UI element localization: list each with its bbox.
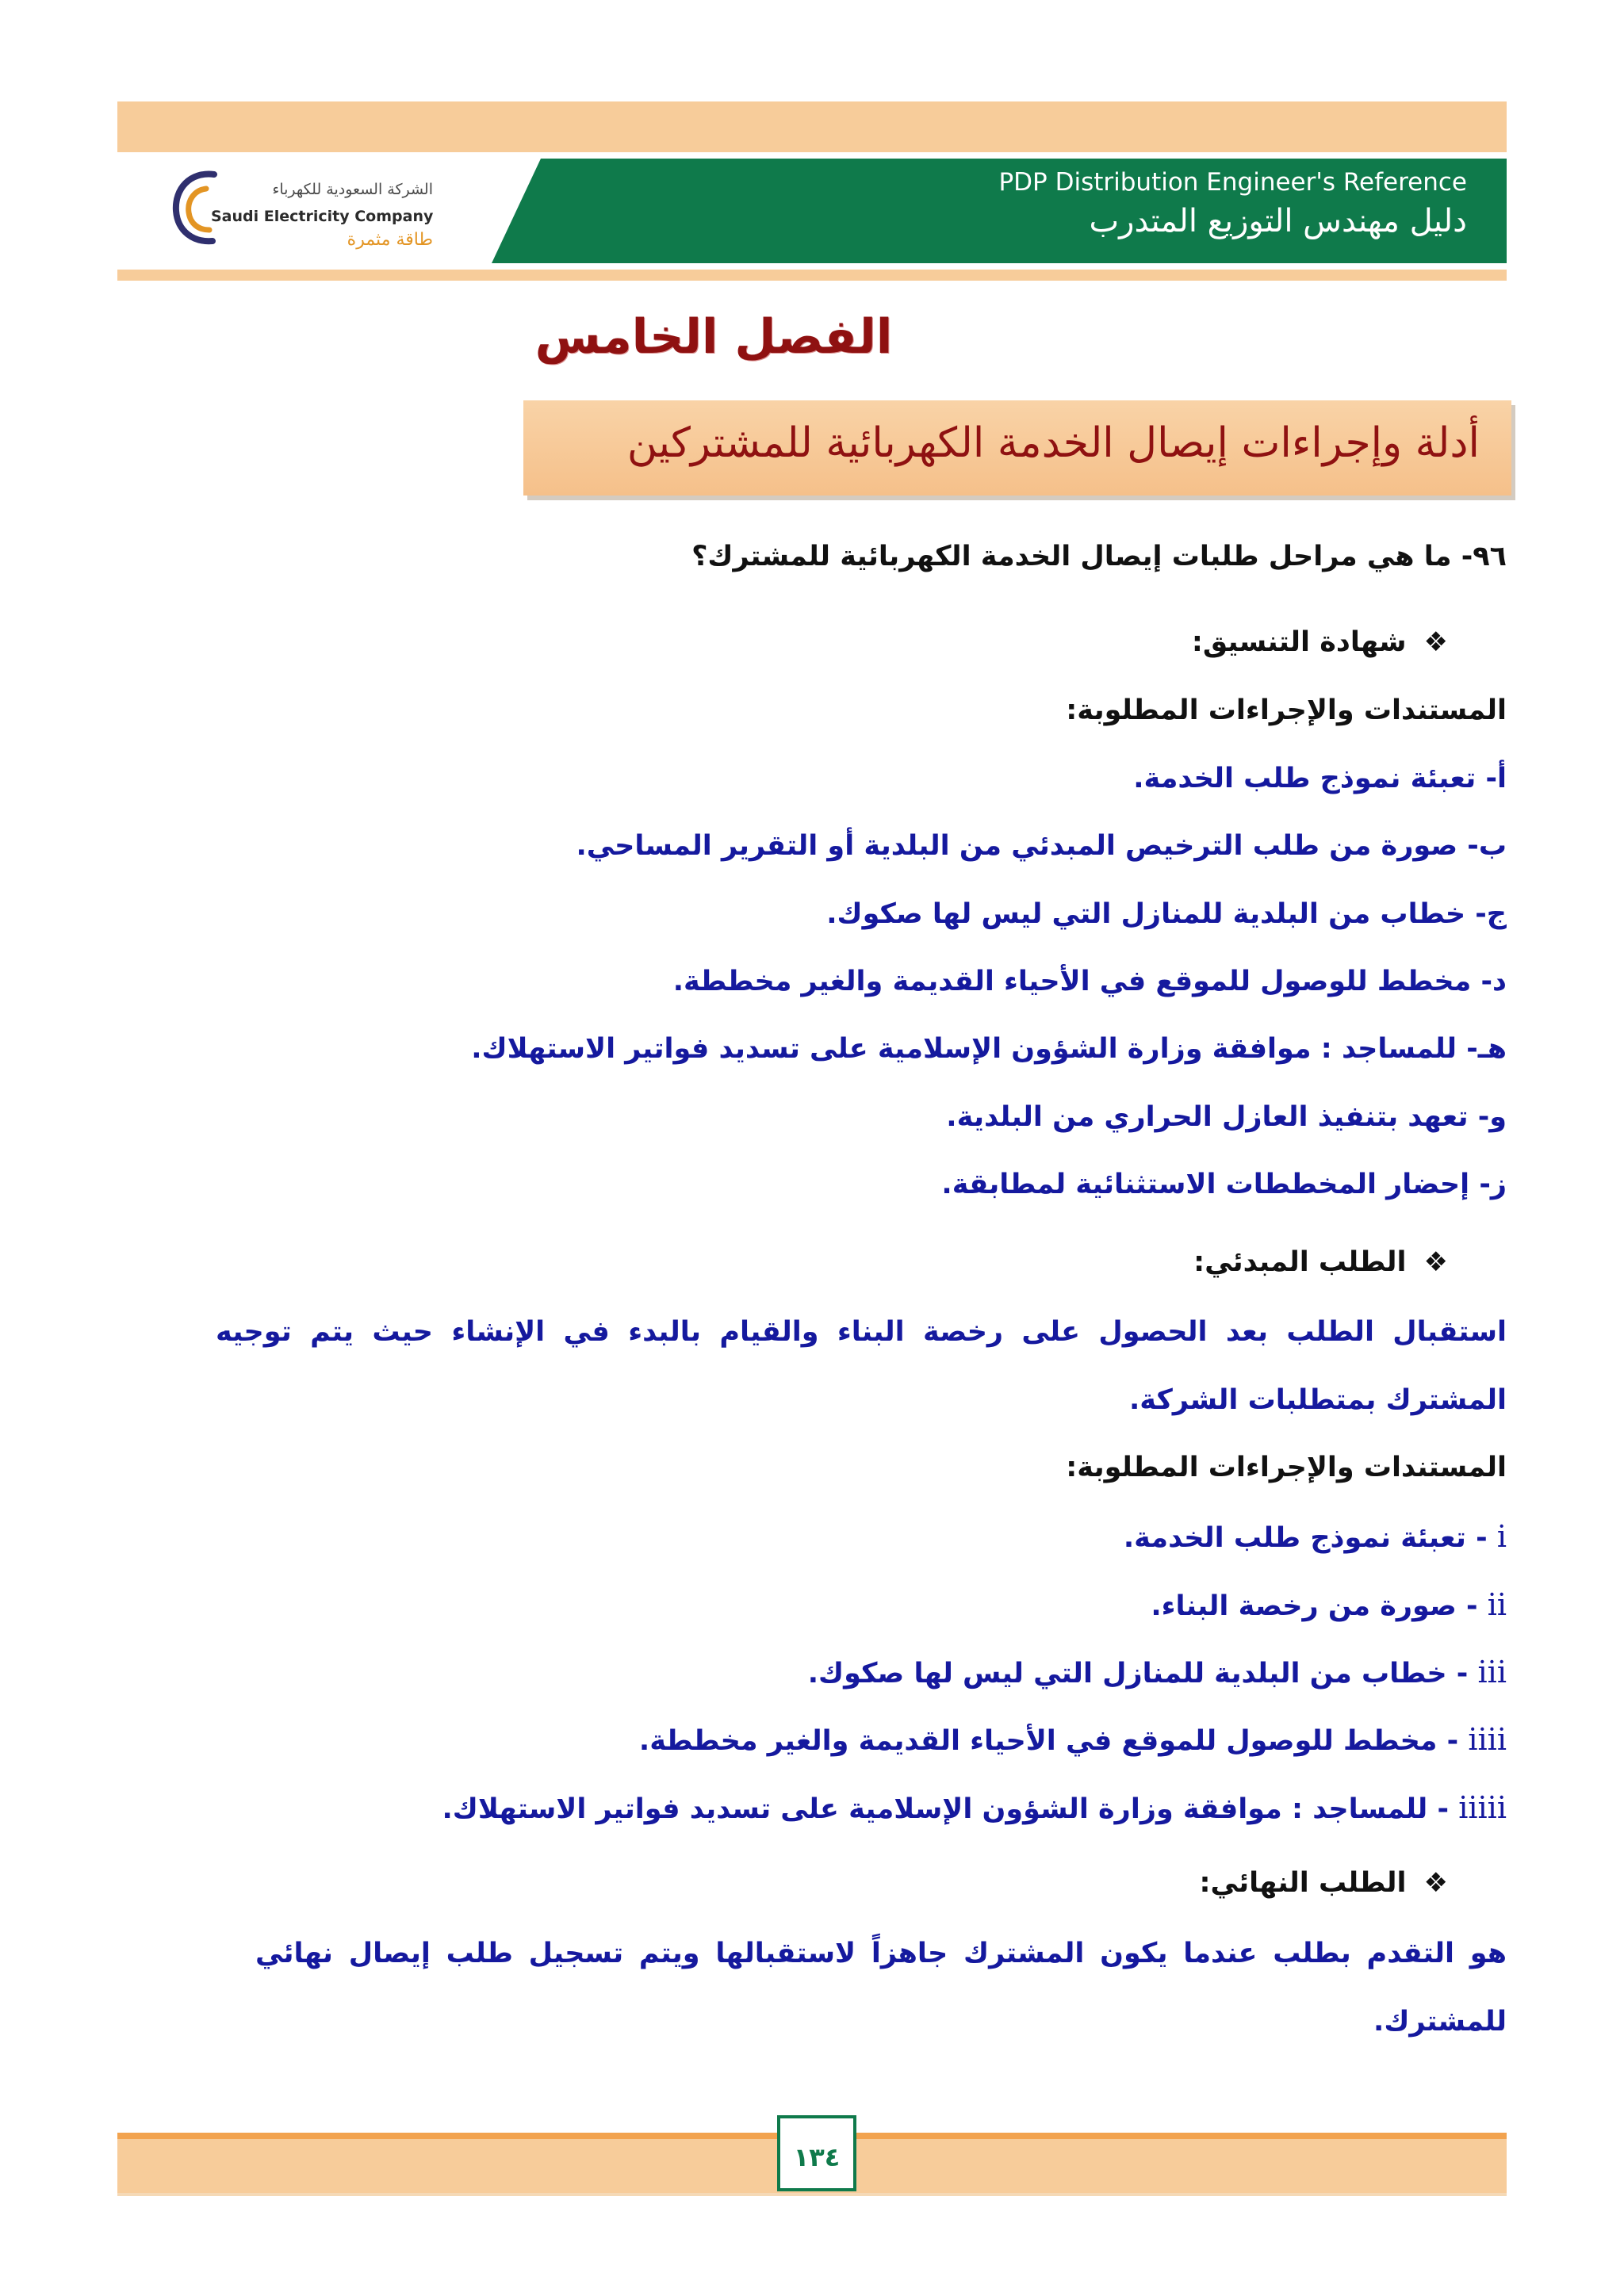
final-paragraph-line-2: للمشترك. bbox=[1373, 2006, 1507, 2038]
preliminary-heading-row bbox=[1193, 1246, 1448, 1278]
coordination-item-2: ب- صورة من طلب الترخيص المبدئي من البلدية أو التقرير المساحي. bbox=[576, 830, 1507, 862]
logo-name-ar: الشركة السعودية للكهرباء bbox=[272, 181, 433, 198]
section-title: أدلة وإجراءات إيصال الخدمة الكهربائية للمشتركين bbox=[626, 419, 1480, 467]
header-title-ar: دليل مهندس التوزيع المتدرب bbox=[1089, 203, 1467, 239]
item-text: - مخطط للوصول للموقع في الأحياء القديمة والغير مخططة. bbox=[638, 1725, 1459, 1757]
preliminary-heading: الطلب المبدئي: bbox=[1193, 1246, 1407, 1278]
item-number: iiii bbox=[1468, 1722, 1507, 1757]
preliminary-docs-heading: المستندات والإجراءات المطلوبة: bbox=[1066, 1452, 1507, 1483]
coordination-heading: شهادة التنسيق: bbox=[1191, 626, 1407, 658]
item-number: iiiii bbox=[1458, 1790, 1507, 1825]
item-number: i bbox=[1496, 1519, 1507, 1554]
section-title-box bbox=[523, 400, 1511, 496]
logo-tagline: طاقة مثمرة bbox=[347, 230, 433, 250]
final-heading: الطلب النهائي: bbox=[1199, 1867, 1407, 1899]
coordination-item-3: ج- خطاب من البلدية للمنازل التي ليس لها صكوك. bbox=[826, 898, 1507, 930]
header-bottom-band bbox=[117, 270, 1507, 281]
logo-name-en: Saudi Electricity Company bbox=[211, 208, 434, 225]
diamond-bullet-icon: ❖ bbox=[1423, 626, 1448, 658]
item-text: - تعبئة نموذج طلب الخدمة. bbox=[1123, 1522, 1488, 1554]
page-number-box bbox=[777, 2115, 856, 2191]
final-heading-row bbox=[1200, 1867, 1448, 1899]
preliminary-paragraph-line-1: استقبال الطلب بعد الحصول على رخصة البناء والقيام بالبدء في الإنشاء حيث يتم توجيه bbox=[216, 1316, 1507, 1348]
header-top-band bbox=[117, 101, 1507, 152]
header-title-en: PDP Distribution Engineer's Reference bbox=[998, 168, 1467, 197]
preliminary-item-1 bbox=[1124, 1519, 1507, 1554]
footer-bottom-line bbox=[117, 2193, 1507, 2196]
coordination-item-1: أ- تعبئة نموذج طلب الخدمة. bbox=[1133, 763, 1507, 794]
preliminary-paragraph-line-2: المشترك بمتطلبات الشركة. bbox=[1128, 1384, 1507, 1416]
final-paragraph-line-1: هو التقدم بطلب عندما يكون المشترك جاهزاً لاستقبالها ويتم تسجيل طلب إيصال نهائي bbox=[255, 1938, 1507, 1969]
page-number: ١٣٤ bbox=[793, 2142, 841, 2172]
chapter-title: الفصل الخامس bbox=[534, 309, 893, 365]
preliminary-item-5 bbox=[442, 1790, 1507, 1825]
coordination-item-6: و- تعهد بتنفيذ العازل الحراري من البلدية. bbox=[946, 1101, 1507, 1133]
item-number: iii bbox=[1477, 1655, 1507, 1689]
preliminary-item-2 bbox=[1151, 1587, 1507, 1622]
coordination-heading-row bbox=[1192, 626, 1448, 658]
preliminary-item-4 bbox=[639, 1722, 1507, 1757]
item-number: ii bbox=[1487, 1587, 1507, 1622]
preliminary-item-3 bbox=[808, 1655, 1507, 1689]
item-text: - خطاب من البلدية للمنازل التي ليس لها صكوك. bbox=[807, 1658, 1469, 1689]
diamond-bullet-icon: ❖ bbox=[1423, 1867, 1448, 1899]
coordination-item-5: هـ- للمساجد : موافقة وزارة الشؤون الإسلامية على تسديد فواتير الاستهلاك. bbox=[471, 1033, 1507, 1065]
item-text: - صورة من رخصة البناء. bbox=[1151, 1590, 1478, 1622]
item-text: - للمساجد : موافقة وزارة الشؤون الإسلامية على تسديد فواتير الاستهلاك. bbox=[442, 1793, 1450, 1825]
coordination-item-4: د- مخطط للوصول للموقع في الأحياء القديمة والغير مخططة. bbox=[672, 966, 1507, 997]
question-heading: ٩٦- ما هي مراحل طلبات إيصال الخدمة الكهربائية للمشترك؟ bbox=[691, 541, 1507, 572]
coordination-item-7: ز- إحضار المخططات الاستثنائية لمطابقة. bbox=[941, 1169, 1507, 1200]
coordination-docs-heading: المستندات والإجراءات المطلوبة: bbox=[1066, 695, 1507, 726]
diamond-bullet-icon: ❖ bbox=[1423, 1246, 1448, 1278]
